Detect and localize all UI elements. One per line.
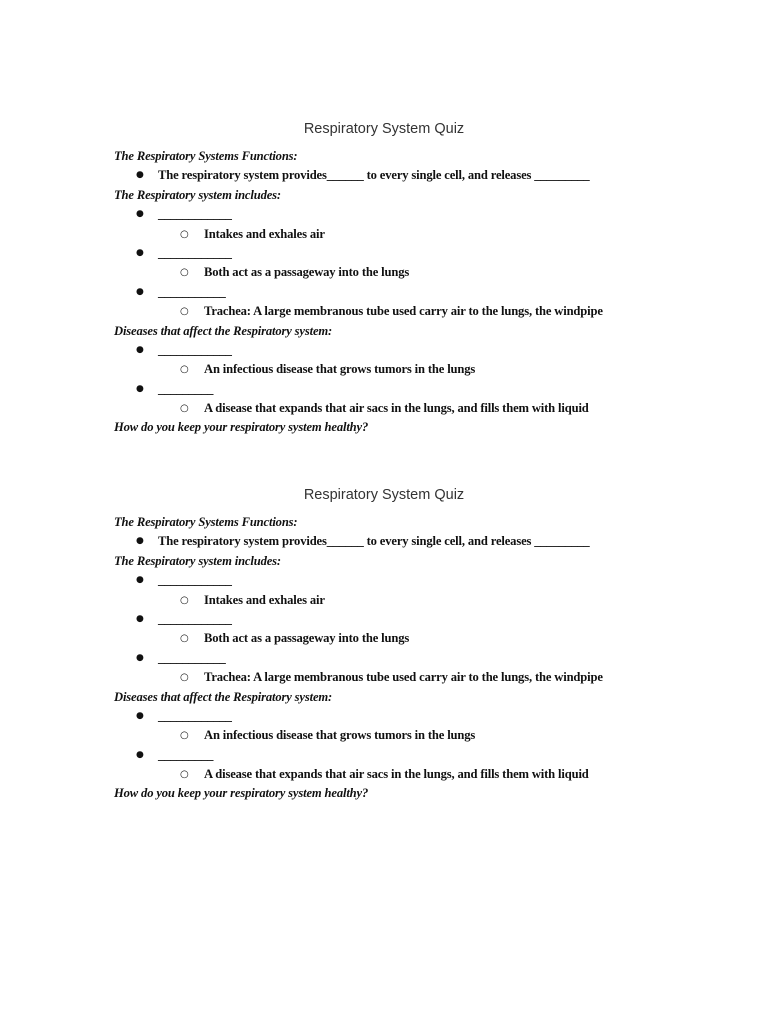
- filled-bullet-icon: ●: [136, 613, 144, 624]
- diseases-heading: Diseases that affect the Respiratory system:: [114, 689, 333, 704]
- disease-1-description: [0, 726, 768, 745]
- functions-item-text: The respiratory system provides______ to every single cell, and releases _________: [158, 534, 590, 549]
- functions-item: [0, 532, 768, 551]
- disease-2-description-text: A disease that expands that air sacs in the lungs, and fills them with liquid: [204, 767, 589, 782]
- hollow-bullet-icon: ○: [180, 228, 189, 240]
- functions-heading: The Respiratory Systems Functions:: [114, 149, 298, 163]
- includes-heading: The Respiratory system includes:: [114, 187, 281, 202]
- disease-2-blank: _________: [158, 381, 214, 396]
- closing-question: How do you keep your respiratory system healthy?: [114, 420, 369, 435]
- filled-bullet-icon: ●: [136, 536, 144, 547]
- functions-item-text: The respiratory system provides______ to every single cell, and releases _________: [158, 168, 590, 183]
- organ-3-item: [0, 283, 768, 302]
- organ-1-blank: ____________: [158, 207, 232, 222]
- functions-item: [0, 166, 768, 185]
- disease-1-blank: ____________: [158, 708, 232, 723]
- quiz-title: Respiratory System Quiz: [303, 121, 465, 137]
- filled-bullet-icon: ●: [136, 209, 144, 220]
- filled-bullet-icon: ●: [136, 652, 144, 663]
- hollow-bullet-icon: ○: [180, 769, 189, 781]
- organ-2-blank: ____________: [158, 611, 232, 626]
- hollow-bullet-icon: ○: [180, 403, 189, 415]
- includes-heading: The Respiratory system includes:: [114, 553, 281, 568]
- hollow-bullet-icon: ○: [180, 672, 189, 684]
- filled-bullet-icon: ●: [136, 749, 144, 760]
- disease-2-description: [0, 399, 768, 418]
- quiz-title: Respiratory System Quiz: [303, 487, 465, 503]
- disease-2-item: [0, 746, 768, 765]
- disease-2-blank: _________: [158, 747, 214, 762]
- disease-1-description-text: An infectious disease that grows tumors in the lungs: [204, 728, 476, 743]
- filled-bullet-icon: ●: [136, 286, 144, 297]
- disease-1-item: [0, 341, 768, 360]
- organ-3-blank: ___________: [158, 650, 226, 665]
- organ-3-description-text: Trachea: A large membranous tube used carry air to the lungs, the windpipe: [204, 670, 603, 685]
- filled-bullet-icon: ●: [136, 247, 144, 258]
- organ-1-description-text: Intakes and exhales air: [204, 592, 325, 607]
- filled-bullet-icon: ●: [136, 344, 144, 355]
- organ-2-item: [0, 244, 768, 263]
- organ-2-description-text: Both act as a passageway into the lungs: [204, 265, 410, 280]
- organ-1-description: [0, 591, 768, 610]
- organ-2-item: [0, 610, 768, 629]
- organ-3-description-text: Trachea: A large membranous tube used carry air to the lungs, the windpipe: [204, 304, 603, 319]
- organ-2-blank: ____________: [158, 245, 232, 260]
- functions-heading: The Respiratory Systems Functions:: [114, 515, 298, 529]
- disease-1-item: [0, 707, 768, 726]
- organ-1-item: [0, 571, 768, 590]
- organ-3-description: [0, 302, 768, 321]
- organ-2-description: [0, 263, 768, 282]
- hollow-bullet-icon: ○: [180, 306, 189, 318]
- organ-1-description: [0, 225, 768, 244]
- organ-3-item: [0, 649, 768, 668]
- disease-2-description-text: A disease that expands that air sacs in the lungs, and fills them with liquid: [204, 401, 589, 416]
- disease-2-description: [0, 765, 768, 784]
- hollow-bullet-icon: ○: [180, 730, 189, 742]
- organ-2-description-text: Both act as a passageway into the lungs: [204, 631, 410, 646]
- hollow-bullet-icon: ○: [180, 633, 189, 645]
- filled-bullet-icon: ●: [136, 575, 144, 586]
- hollow-bullet-icon: ○: [180, 594, 189, 606]
- hollow-bullet-icon: ○: [180, 364, 189, 376]
- disease-2-item: [0, 380, 768, 399]
- filled-bullet-icon: ●: [136, 170, 144, 181]
- quiz-section-2: [0, 484, 768, 804]
- organ-3-description: [0, 668, 768, 687]
- organ-1-description-text: Intakes and exhales air: [204, 226, 325, 241]
- hollow-bullet-icon: ○: [180, 267, 189, 279]
- organ-1-blank: ____________: [158, 573, 232, 588]
- disease-1-description-text: An infectious disease that grows tumors in the lungs: [204, 362, 476, 377]
- closing-question: How do you keep your respiratory system healthy?: [114, 786, 369, 801]
- quiz-section-1: [0, 118, 768, 438]
- organ-3-blank: ___________: [158, 284, 226, 299]
- filled-bullet-icon: ●: [136, 383, 144, 394]
- diseases-heading: Diseases that affect the Respiratory system:: [114, 323, 333, 338]
- organ-2-description: [0, 629, 768, 648]
- filled-bullet-icon: ●: [136, 710, 144, 721]
- disease-1-blank: ____________: [158, 342, 232, 357]
- disease-1-description: [0, 360, 768, 379]
- organ-1-item: [0, 205, 768, 224]
